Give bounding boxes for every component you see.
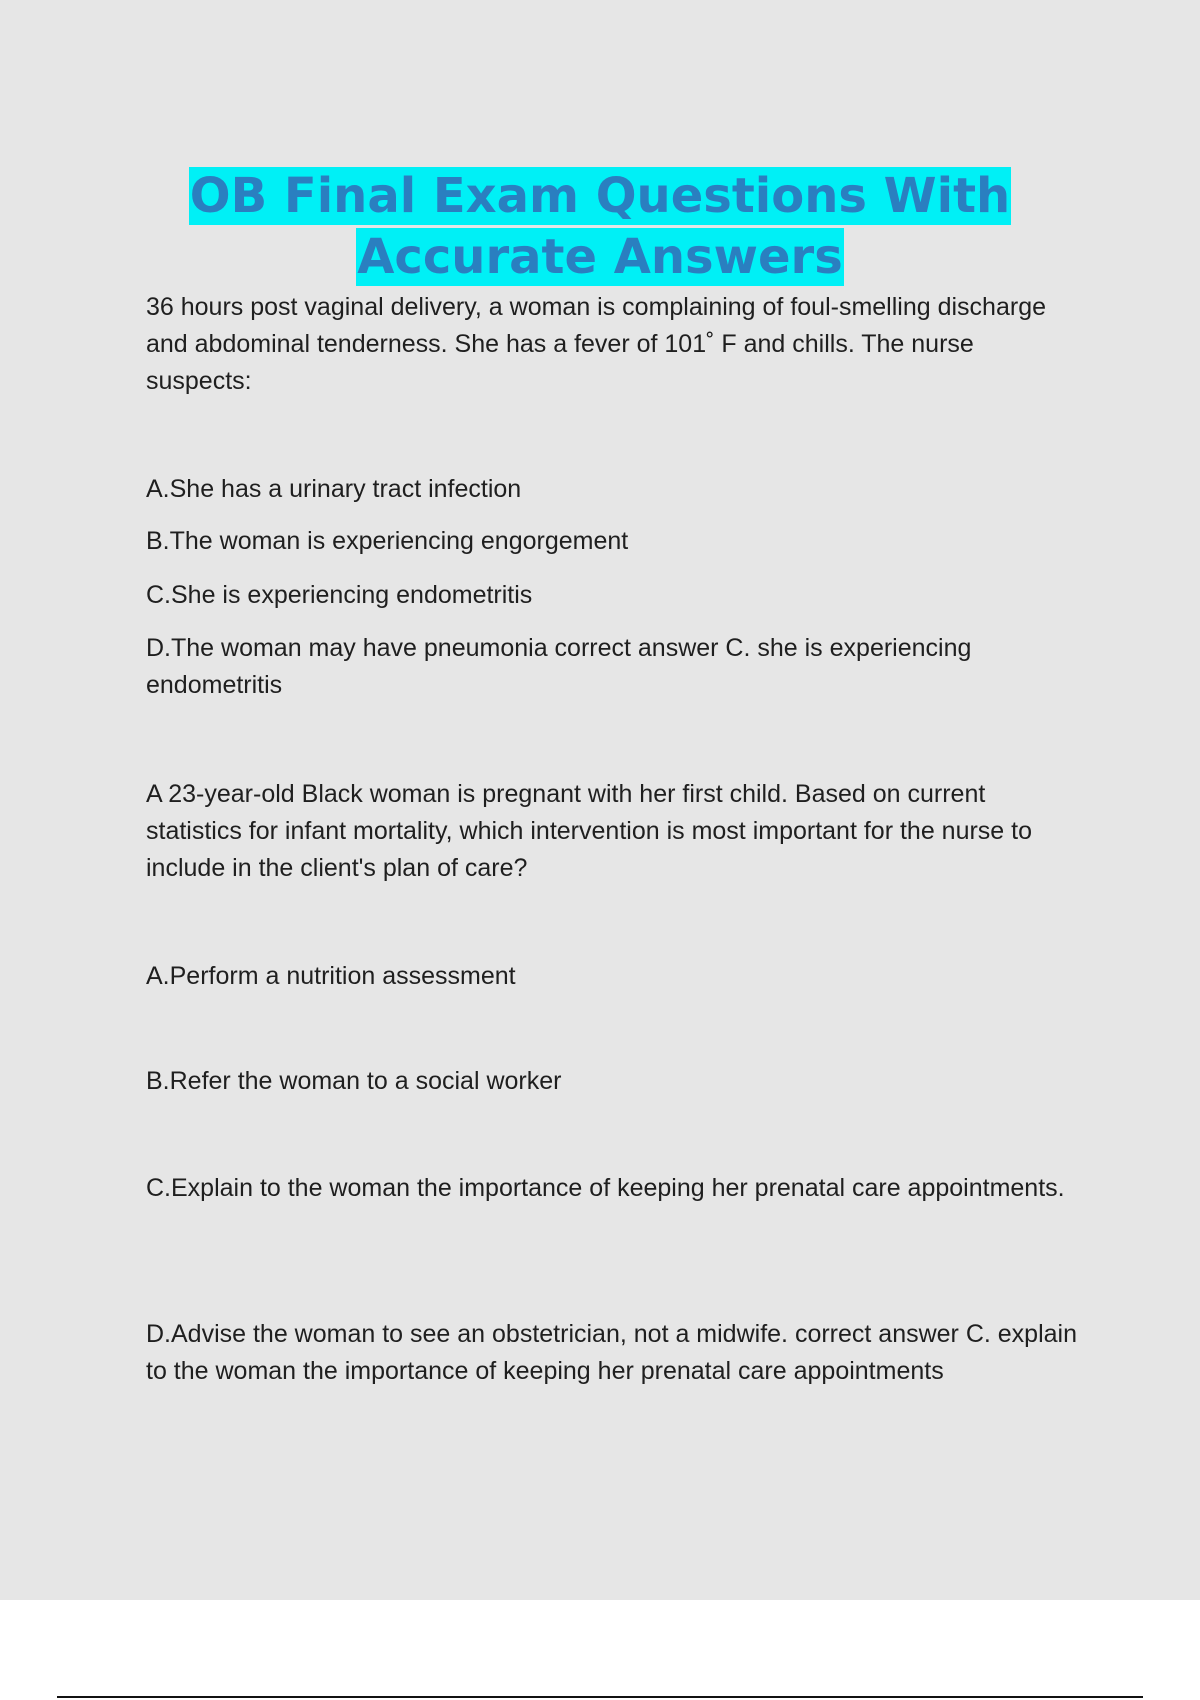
footer-rule (57, 1696, 1143, 1698)
question-1-option-a: A.She has a urinary tract infection (146, 475, 522, 503)
title-line-2: Accurate Answers (357, 229, 843, 285)
question-2-option-c: C.Explain to the woman the importance of keeping her prenatal care appointments. (146, 1174, 1065, 1202)
question-2-option-b: B.Refer the woman to a social worker (146, 1067, 562, 1095)
question-1-stem: 36 hours post vaginal delivery, a woman is complaining of foul-smelling discharge and abdominal tenderness. She has a fever of 101˚ F and chills. The nurse suspects: (146, 293, 1046, 395)
question-2-stem: A 23-year-old Black woman is pregnant with her first child. Based on current statistics for infant mortality, which intervention is most important for the nurse to include in the client's plan of care? (146, 780, 1032, 882)
question-2-option-d: D.Advise the woman to see an obstetrician, not a midwife. correct answer C. explain to the woman the importance of keeping her prenatal care appointments (146, 1320, 1077, 1385)
question-1-option-b: B.The woman is experiencing engorgement (146, 527, 629, 555)
document-title (0, 166, 1200, 288)
question-1-option-d: D.The woman may have pneumonia correct answer C. she is experiencing endometritis (146, 634, 972, 699)
title-line-1: OB Final Exam Questions With (189, 168, 1011, 224)
question-1-option-c: C.She is experiencing endometritis (146, 581, 533, 609)
question-2-option-a: A.Perform a nutrition assessment (146, 962, 516, 990)
